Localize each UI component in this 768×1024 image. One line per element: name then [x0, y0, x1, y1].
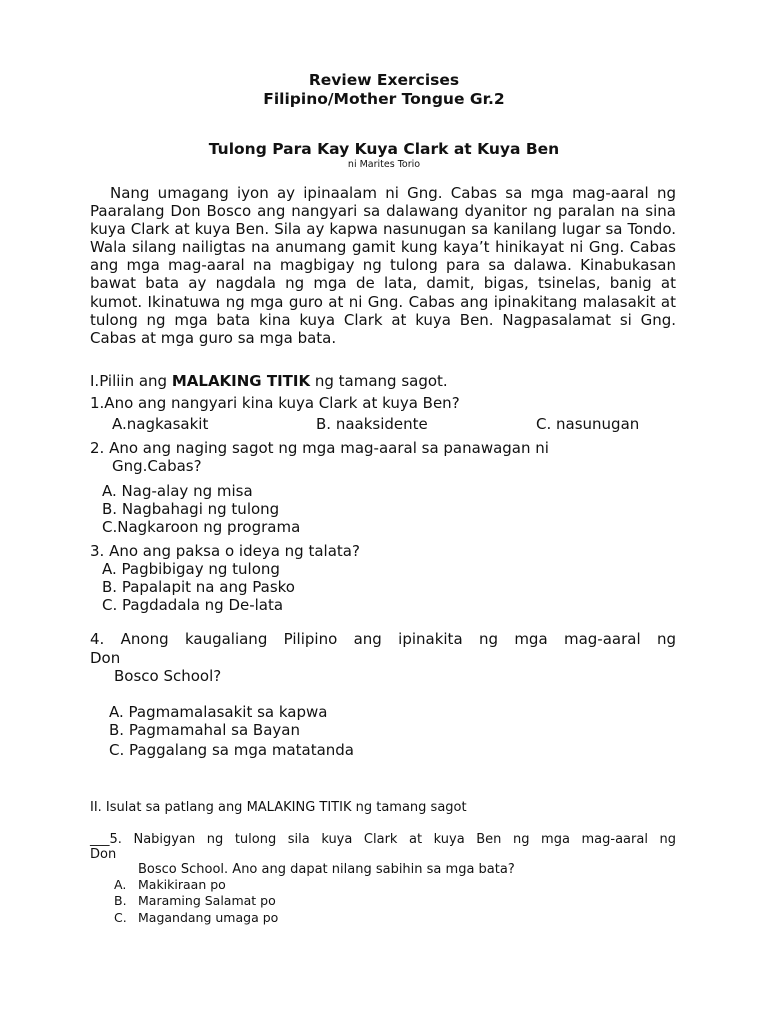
- q5-text-a: Makikiraan po: [138, 877, 226, 892]
- part2-instruction: II. Isulat sa patlang ang MALAKING TITIK ng tamang sagot: [90, 800, 467, 815]
- question-4-line1: 4. Anong kaugaliang Pilipino ang ipinakita ng mga mag-aaral ng: [90, 630, 676, 648]
- q5-choice-b: [114, 893, 276, 908]
- q4-choice-c: C. Paggalang sa mga matatanda: [109, 741, 355, 759]
- q5-label-a: A.: [114, 877, 127, 892]
- question-2-line1: 2. Ano ang naging sagot ng mga mag-aaral sa panawagan ni: [90, 439, 549, 457]
- instruction-pre: I.Piliin ang: [90, 372, 172, 390]
- q1-choice-b: B. naaksidente: [316, 415, 428, 433]
- q5-choice-a: [114, 877, 226, 892]
- question-5-line3: Bosco School. Ano ang dapat nilang sabihin sa mga bata?: [138, 862, 515, 877]
- q4-choice-a: A. Pagmamalasakit sa kapwa: [109, 703, 328, 721]
- q5-choice-c: [114, 910, 278, 925]
- story-paragraph: Nang umagang iyon ay ipinaalam ni Gng. Cabas sa mga mag-aaral ng Paaralang Don Bosco ang nangyari sa dalawang dyanitor ng paralan na sina kuya Clark at kuya Ben. Sila ay kapwa nasunugan sa kanilang lugar sa Tondo. Wala silang nailigtas na anumang gamit kung kaya’t hinikayat ni Gng. Cabas ang mga mag-aaral na magbigay ng tulong para sa dalawa. Kinabukasan bawat bata ay nagdala ng mga de lata, damit, bigas, tsinelas, banig at kumot. Ikinatuwa ng mga guro at ni Gng. Cabas ang ipinakitang malasakit at tulong ng mga bata kina kuya Clark at kuya Ben. Nagpasalamat si Gng. Cabas at mga guro sa mga bata.: [90, 184, 676, 347]
- q5-label-b: B.: [114, 893, 127, 908]
- q5-text-c: Magandang umaga po: [138, 910, 279, 925]
- q2-choice-b: B. Nagbahagi ng tulong: [102, 500, 280, 518]
- q3-choice-c: C. Pagdadala ng De-lata: [102, 596, 284, 614]
- part1-instruction: [90, 372, 448, 390]
- question-4-line2: Don: [90, 649, 121, 667]
- q3-choice-b: B. Papalapit na ang Pasko: [102, 578, 295, 596]
- instruction-post: ng tamang sagot.: [310, 372, 448, 390]
- instruction-bold: MALAKING TITIK: [171, 372, 311, 390]
- q5-label-c: C.: [114, 910, 127, 925]
- question-5-line1: ___5. Nabigyan ng tulong sila kuya Clark at kuya Ben ng mga mag-aaral ng: [90, 832, 676, 847]
- q2-choice-c: C.Nagkaroon ng programa: [102, 518, 301, 536]
- question-3: 3. Ano ang paksa o ideya ng talata?: [90, 542, 360, 560]
- story-byline: ni Marites Torio: [347, 159, 421, 170]
- question-1: 1.Ano ang nangyari kina kuya Clark at kuya Ben?: [90, 394, 460, 412]
- question-4-line3: Bosco School?: [114, 667, 222, 685]
- q2-choice-a: A. Nag-alay ng misa: [102, 482, 253, 500]
- review-title: Review Exercises: [308, 71, 460, 89]
- q3-choice-a: A. Pagbibigay ng tulong: [102, 560, 280, 578]
- question-5-line2: Don: [90, 847, 117, 862]
- q5-text-b: Maraming Salamat po: [138, 893, 276, 908]
- subject-title: Filipino/Mother Tongue Gr.2: [263, 90, 505, 108]
- q1-choice-a: A.nagkasakit: [112, 415, 209, 433]
- story-title: Tulong Para Kay Kuya Clark at Kuya Ben: [208, 140, 560, 158]
- q1-choice-c: C. nasunugan: [536, 415, 640, 433]
- question-2-line2: Gng.Cabas?: [112, 457, 202, 475]
- q4-choice-b: B. Pagmamahal sa Bayan: [109, 721, 300, 739]
